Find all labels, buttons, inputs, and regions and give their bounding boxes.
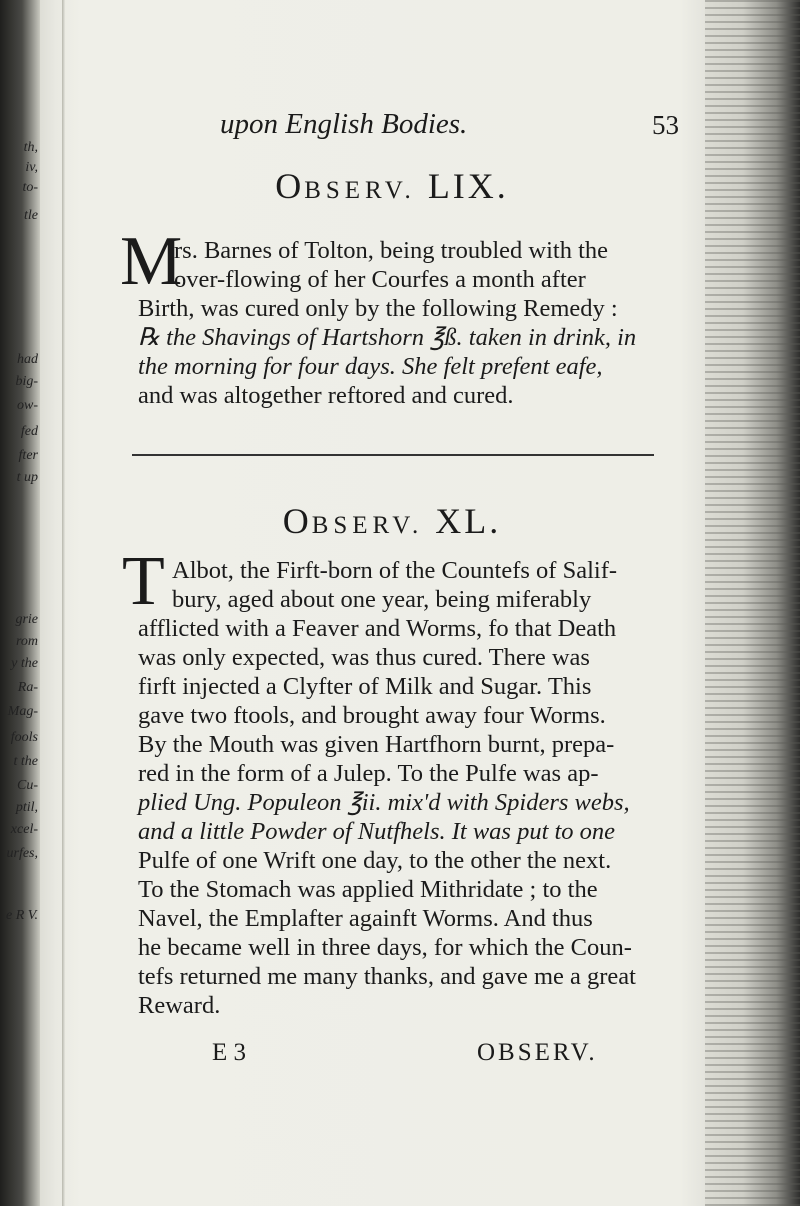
previous-page-edge (0, 0, 40, 1206)
previous-page-fragment: fools (10, 730, 38, 745)
previous-page-fragment: t up (16, 470, 38, 485)
text-line: bury, aged about one year, being miferably (172, 586, 592, 613)
previous-page-fragment: t the (13, 754, 38, 769)
page-header (92, 108, 692, 148)
text-line: red in the form of a Julep. To the Pulfe was ap- (138, 760, 599, 787)
next-page-edge (705, 0, 800, 1206)
title-initial: O (275, 166, 305, 206)
title-number: LIX. (427, 166, 509, 206)
text-line: plied Ung. Populeon ℥ii. mix'd with Spiders webs, (138, 789, 630, 816)
previous-page-fragment: had (17, 352, 38, 367)
text-line: the morning for four days. She felt prefent eafe, (138, 353, 603, 380)
book-page (92, 0, 692, 1206)
previous-page-fragment: rom (15, 634, 38, 649)
previous-page-fragment: fed (20, 424, 38, 439)
text-line: By the Mouth was given Hartfhorn burnt, prepa- (138, 731, 615, 758)
title-word: BSERV. (304, 177, 416, 204)
previous-page-fragment: xcel- (10, 822, 38, 837)
text-line: tefs returned me many thanks, and gave me a great (138, 963, 636, 990)
observation-59-title (92, 165, 692, 207)
previous-page-fragment: fter (18, 448, 38, 463)
text-line: and a little Powder of Nutfhels. It was put to one (138, 818, 616, 845)
title-number: XL. (435, 501, 502, 541)
signature-mark: E 3 (212, 1039, 247, 1066)
text-line: gave two ftools, and brought away four Worms. (138, 702, 606, 729)
previous-page-fragment: to- (22, 180, 38, 195)
text-line: To the Stomach was applied Mithridate ; to the (138, 876, 598, 903)
dropcap-m: M (120, 223, 183, 300)
title-word: BSERV. (311, 512, 424, 539)
previous-page-fragment: urfes, (6, 846, 38, 861)
previous-page-fragment: th, (23, 140, 38, 155)
observation-40-title (92, 500, 692, 542)
page-footer (92, 1039, 692, 1075)
text-line: ℞ the Shavings of Hartshorn ℥ß. taken in drink, in (138, 324, 637, 351)
previous-page-fragment: tle (24, 208, 38, 223)
previous-page-fragment: grie (15, 612, 38, 627)
previous-page-fragment: y the (11, 656, 38, 671)
text-line: afflicted with a Feaver and Worms, fo that Death (138, 615, 617, 642)
previous-page-fragment: Mag- (7, 704, 38, 719)
previous-page-fragment: Cu- (17, 778, 38, 793)
observation-40-text (138, 556, 648, 1020)
text-line: was only expected, was thus cured. There was (138, 644, 590, 671)
previous-page-fragment: ow- (17, 398, 38, 413)
title-initial: O (282, 501, 312, 541)
dropcap-t: T (122, 543, 165, 620)
text-line: and was altogether reftored and cured. (138, 382, 514, 409)
previous-page-fragment: e R V. (5, 908, 38, 923)
previous-page-fragment: Ra- (17, 680, 38, 695)
text-line: he became well in three days, for which the Coun- (138, 934, 632, 961)
catchword: OBSERV. (477, 1039, 598, 1066)
previous-page-fragment: iv, (25, 160, 38, 175)
text-line: rs. Barnes of Tolton, being troubled with the (174, 237, 609, 264)
observation-59-text (138, 236, 648, 410)
running-head: upon English Bodies. (220, 108, 468, 140)
text-line: firft injected a Clyfter of Milk and Sugar. This (138, 673, 592, 700)
text-line: over-flowing of her Courfes a month after (174, 266, 586, 293)
text-line: Albot, the Firft-born of the Countefs of Salif- (172, 557, 618, 584)
text-line: Navel, the Emplafter againft Worms. And thus (138, 905, 593, 932)
previous-page-fragment: big- (15, 374, 38, 389)
previous-page-fragment: ptil, (15, 800, 38, 815)
text-line: Pulfe of one Wrift one day, to the other the next. (138, 847, 612, 874)
text-line: Birth, was cured only by the following Remedy : (138, 295, 618, 322)
text-line: Reward. (138, 992, 221, 1019)
section-rule (132, 454, 654, 456)
page-number: 53 (652, 110, 679, 140)
page-fold (62, 0, 65, 1206)
